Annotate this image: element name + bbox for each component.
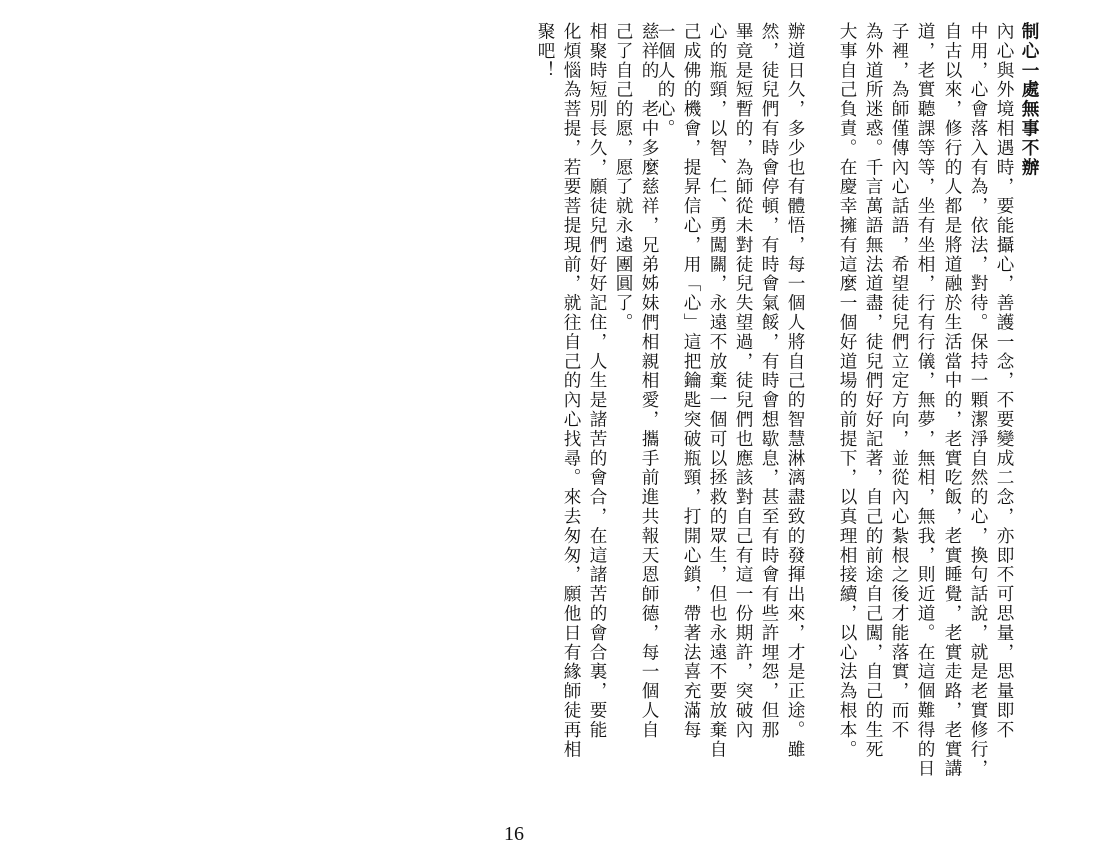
text-column: 聚吧！ <box>535 22 555 81</box>
text-column: 大事自己負責。在慶幸擁有這麼一個好道場的前提下，以真理相接續，以心法為根本。 <box>837 22 857 760</box>
text-column: 內心與外境相遇時，要能攝心，善護一念，不要變成二念，亦即不可思量，思量即不 <box>994 22 1014 740</box>
section-title: 制心一處無事不辦 <box>1019 22 1040 178</box>
text-column: 己成佛的機會，提昇信心，用「心」這把鑰匙突破瓶頸，打開心鎖，帶著法喜充滿每 <box>681 22 701 740</box>
text-column: 辦道日久，多少也有體悟，每一個人將自己的智慧淋漓盡致的發揮出來，才是正途。雖 <box>785 22 805 760</box>
text-column: 子裡，為師僅傳內心話語，希望徒兒們立定方向，並從內心紮根之後才能落實，而不 <box>889 22 909 740</box>
page-number: 16 <box>504 823 524 845</box>
text-column: 道，老實聽課等等，坐有坐相，行有行儀，無夢，無相，無我，則近道。在這個難得的日 <box>915 22 935 779</box>
text-column: 慈祥的 老中多麼慈祥，兄弟姊妹們相親相愛，攜手前進共報天恩師德，每一個人自 <box>639 22 659 740</box>
text-column: 畢竟是短暫的，為師從未對徒兒失望過，徒兒們也應該對自己有這一份期許，突破內 <box>733 22 753 740</box>
text-column: 化煩惱為菩提，若要菩提現前，就往自己的內心找尋。來去匆匆，願他日有緣師徒再相 <box>561 22 581 760</box>
text-column: 中用，心會落入有為，依法，對待。保持一顆潔淨自然的心，換句話說，就是老實修行， <box>968 22 988 779</box>
text-column: 一個人的心。 <box>655 22 675 139</box>
text-column: 相聚時短別長久，願徒兒們好好記住，人生是諸苦的會合，在這諸苦的會合裏，要能 <box>587 22 607 740</box>
text-column: 己了自己的愿，愿了就永遠團圓了。 <box>613 22 633 333</box>
text-column: 然，徒兒們有時會停頓，有時會氣餒，有時會想歇息，甚至有時會有些許埋怨，但那 <box>759 22 779 740</box>
text-column: 為外道所迷惑。千言萬語無法道盡，徒兒們好好記著，自己的前途自己闖，自己的生死 <box>863 22 883 760</box>
text-column: 心的瓶頸，以智、仁、勇闖關，永遠不放棄一個可以拯救的眾生，但也永遠不要放棄自 <box>707 22 727 760</box>
text-column: 自古以來，修行的人都是將道融於生活當中的，老實吃飯，老實睡覺，老實走路，老實講 <box>942 22 962 779</box>
